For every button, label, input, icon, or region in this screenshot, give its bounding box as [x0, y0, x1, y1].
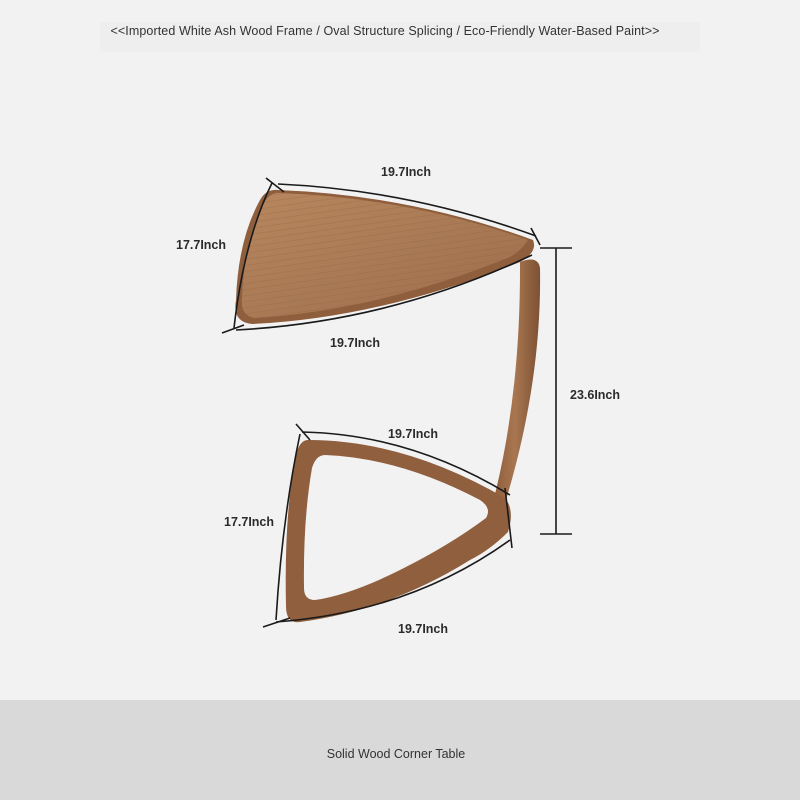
- dim-label-top-width-top: 19.7Inch: [381, 165, 432, 179]
- header-text: <<Imported White Ash Wood Frame / Oval Structure Splicing / Eco-Friendly Water-Based Paint>>: [110, 24, 660, 38]
- table-leg: [490, 260, 540, 520]
- table-top: [235, 190, 534, 324]
- dim-label-base-width-bottom: 19.7Inch: [398, 622, 449, 636]
- table-base: [286, 440, 511, 622]
- dim-label-top-width-bottom: 19.7Inch: [330, 336, 381, 350]
- dim-label-base-width-top: 19.7Inch: [388, 427, 439, 441]
- product-name: Solid Wood Corner Table: [326, 747, 466, 761]
- dim-label-top-depth: 17.7Inch: [176, 238, 227, 252]
- footer-band: [0, 700, 800, 800]
- dim-label-height: 23.6Inch: [570, 388, 621, 402]
- dim-label-base-depth: 17.7Inch: [224, 515, 275, 529]
